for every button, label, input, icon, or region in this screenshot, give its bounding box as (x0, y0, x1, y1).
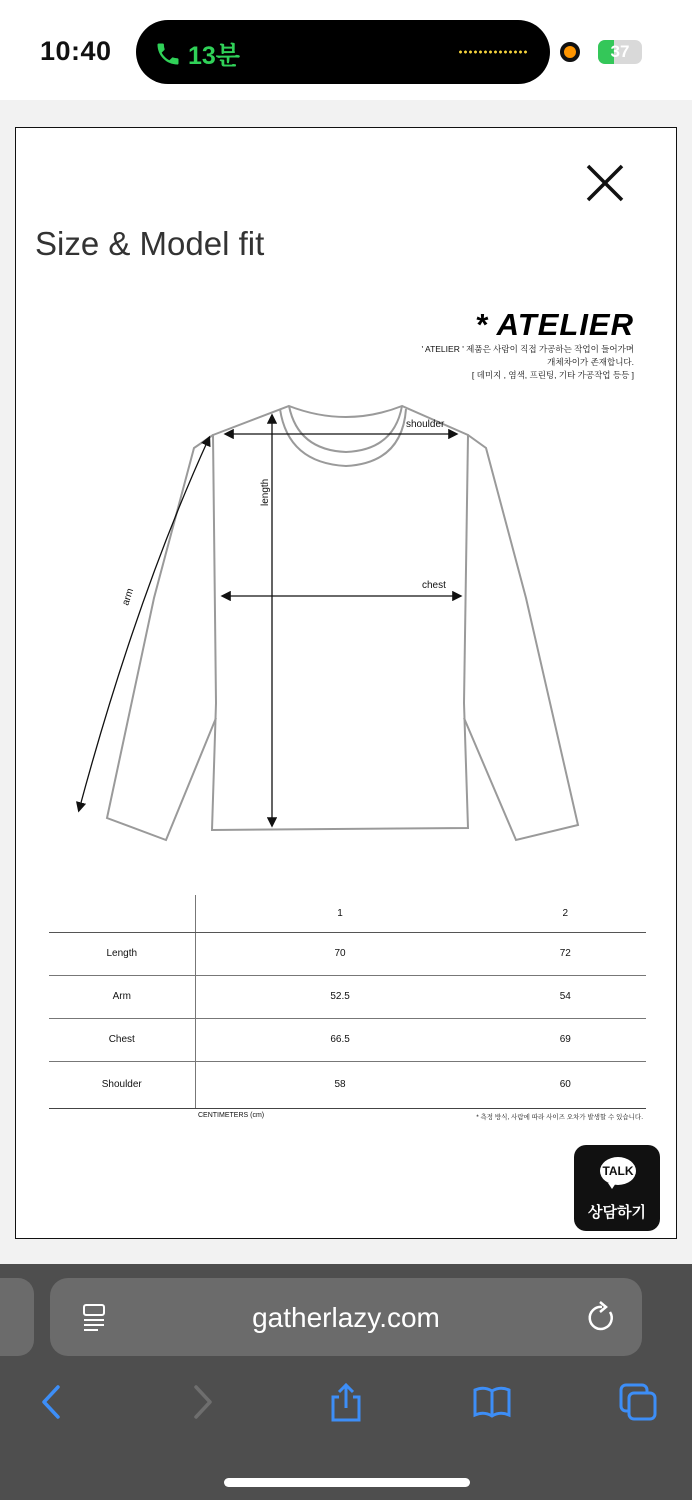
size-fit-modal (15, 127, 677, 1239)
back-icon[interactable] (32, 1382, 72, 1422)
talk-bubble-icon: TALK (600, 1157, 636, 1185)
address-bar[interactable] (50, 1278, 642, 1356)
bookmarks-icon[interactable] (472, 1382, 512, 1422)
table-row (49, 1018, 646, 1061)
battery-percent: 37 (610, 42, 630, 61)
brand-note-2: 개체차이가 존재합니다. (547, 357, 634, 367)
brand-note-1: ' ATELIER ' 제품은 사람이 직접 가공하는 작업이 들어가며 (421, 344, 634, 354)
clock: 10:40 (40, 36, 112, 66)
arm-line (79, 438, 209, 810)
table-cell: 69 (485, 1018, 646, 1061)
audio-waveform-icon (458, 50, 528, 54)
kakao-talk-button[interactable] (574, 1145, 660, 1231)
brand-logo: * ATELIER (475, 307, 634, 342)
table-header-cell: 1 (195, 895, 485, 932)
chest-label: chest (422, 580, 446, 591)
row-label: Shoulder (49, 1061, 195, 1108)
share-icon[interactable] (326, 1382, 366, 1422)
table-row (49, 1061, 646, 1108)
garment-diagram (16, 128, 678, 868)
mic-indicator-icon (560, 42, 580, 62)
row-label: Chest (49, 1018, 195, 1061)
status-bar (0, 0, 692, 100)
table-row (49, 975, 646, 1018)
size-table (49, 895, 646, 1109)
battery-indicator (598, 40, 642, 64)
tabs-icon[interactable] (618, 1382, 658, 1422)
dynamic-island[interactable] (136, 20, 550, 84)
measurement-note: * 측정 방식, 사람에 따라 사이즈 오차가 발생할 수 있습니다. (476, 1114, 643, 1121)
brand-note-3: [ 데미지 , 염색, 프린팅, 기타 가공작업 등등 ] (471, 370, 634, 380)
previous-tab-pill[interactable] (0, 1278, 34, 1356)
table-cell: 58 (195, 1061, 485, 1108)
unit-label: CENTIMETERS (cm) (198, 1112, 265, 1119)
measure-lines (79, 416, 460, 825)
table-header-cell (49, 895, 195, 932)
modal-title: Size & Model fit (35, 225, 265, 262)
table-cell: 60 (485, 1061, 646, 1108)
home-indicator[interactable] (224, 1478, 470, 1487)
url-text: gatherlazy.com (252, 1302, 440, 1333)
reload-icon[interactable] (586, 1300, 618, 1334)
table-row (49, 932, 646, 975)
arm-label: arm (120, 587, 137, 607)
browser-toolbar (0, 1264, 692, 1500)
row-label: Arm (49, 975, 195, 1018)
talk-button-label: 상담하기 (588, 1204, 646, 1221)
call-indicator[interactable] (154, 36, 240, 72)
table-cell: 54 (485, 975, 646, 1018)
table-cell: 70 (195, 932, 485, 975)
table-header-cell: 2 (485, 895, 646, 932)
forward-icon[interactable] (182, 1382, 222, 1422)
table-cell: 72 (485, 932, 646, 975)
table-cell: 66.5 (195, 1018, 485, 1061)
length-label: length (260, 478, 271, 506)
phone-icon (154, 40, 182, 68)
shirt-outline (107, 406, 578, 840)
call-duration: 13분 (188, 42, 240, 70)
shoulder-label: shoulder (406, 419, 445, 430)
row-label: Length (49, 932, 195, 975)
table-cell: 52.5 (195, 975, 485, 1018)
table-header-row (49, 895, 646, 932)
